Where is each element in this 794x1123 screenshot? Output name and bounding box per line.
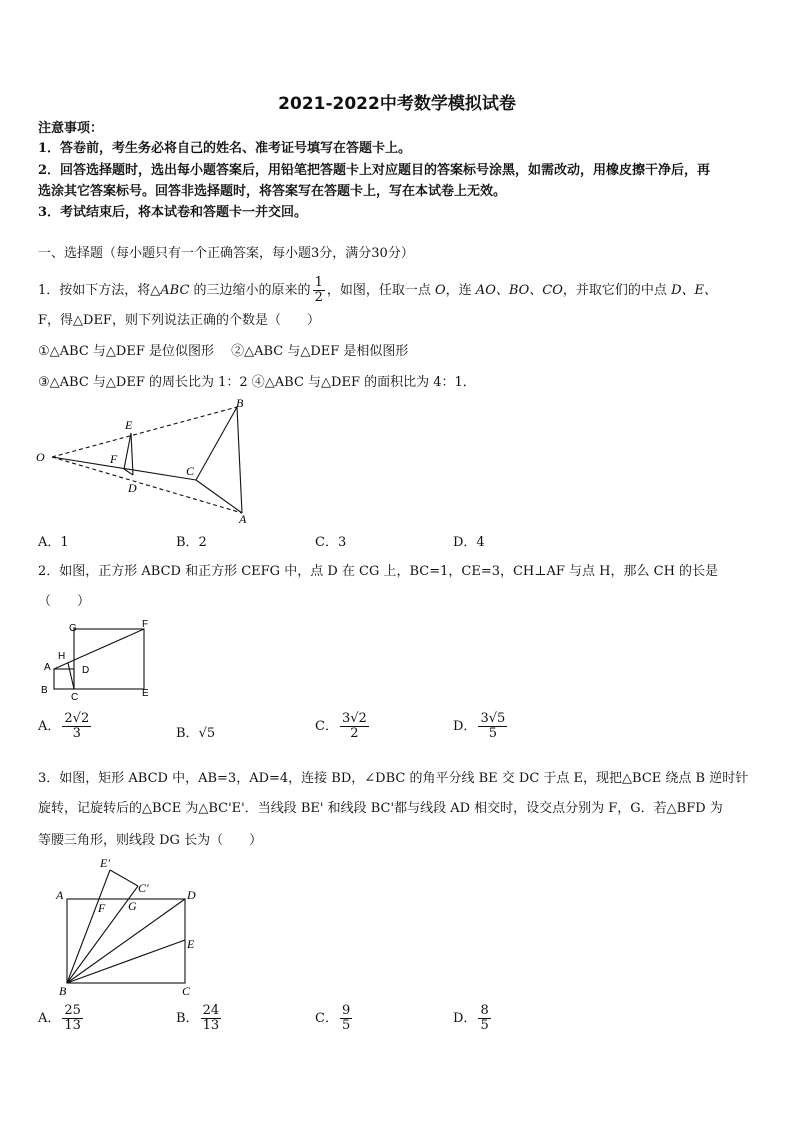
question-2-line2: （ ） — [38, 594, 91, 609]
question-3-line3: 等腰三角形，则线段 DG 长为（ ） — [38, 833, 263, 848]
point-label-c: C — [182, 984, 191, 998]
point-label-c-prime: C' — [138, 881, 149, 895]
question-3-line1: 3．如图，矩形 ABCD 中，AB=3，AD=4，连接 BD，∠DBC 的角平分线 BE 交 DC 于点 E，现把△BCE 绕点 B 逆时针 — [38, 771, 749, 786]
point-label-a: A — [239, 512, 247, 526]
option-a[interactable]: A． $\frac{25}{13}$ — [38, 1003, 81, 1033]
notice-item: 选涂其它答案标号。回答非选择题时，将答案写在答题卡上，写在本试卷上无效。 — [38, 184, 507, 199]
notice-heading: 注意事项： — [38, 121, 104, 136]
point-label-a: A — [56, 888, 64, 902]
question-1-line1: 1．按如下方法，将△ABC 的三边缩小的原来的 $\frac{1}{2}$ ，如图，任取一点 O，连 AO、BO、CO，并取它们的中点 D、E、 — [38, 275, 717, 305]
question-1-figure — [30, 395, 260, 527]
question-3-figure — [40, 852, 220, 1002]
point-label-c: C — [71, 692, 79, 700]
point-label-h: H — [58, 651, 66, 662]
option-d[interactable]: D．4 — [453, 535, 485, 550]
option-b[interactable]: B．√5 — [176, 726, 216, 741]
point-label-f: F — [110, 452, 118, 466]
option-b[interactable]: B．2 — [176, 535, 207, 550]
question-1-line2: F，得△DEF，则下列说法正确的个数是（ ） — [38, 313, 320, 328]
point-label-a: A — [44, 662, 51, 673]
point-label-g: G — [69, 623, 77, 634]
point-label-e: E — [125, 418, 133, 432]
point-label-f: F — [142, 619, 149, 630]
point-label-e: E — [142, 688, 149, 699]
point-label-e-prime: E' — [100, 856, 110, 870]
point-label-b: B — [59, 984, 67, 998]
option-a[interactable]: A． $\frac{2√2}{3}$ — [38, 711, 90, 741]
fraction: $\frac{1}{2}$ — [314, 275, 323, 305]
option-a[interactable]: A．1 — [38, 535, 69, 550]
point-label-g: G — [128, 899, 137, 913]
option-d[interactable]: D． $\frac{3√5}{5}$ — [453, 711, 506, 741]
option-c[interactable]: C． $\frac{9}{5}$ — [315, 1003, 351, 1033]
point-label-o: O — [36, 450, 45, 464]
question-1-statements-b: ③△ABC 与△DEF 的周长比为 1：2 ④△ABC 与△DEF 的面积比为 4：1． — [38, 375, 476, 390]
point-label-d: D — [187, 888, 196, 902]
section-heading: 一、选择题（每小题只有一个正确答案，每小题3分，满分30分） — [38, 246, 414, 261]
option-b[interactable]: B． $\frac{24}{13}$ — [176, 1003, 220, 1033]
option-c[interactable]: C．3 — [315, 535, 347, 550]
point-label-d: D — [82, 665, 90, 676]
notice-item: 2．回答选择题时，选出每小题答案后，用铅笔把答题卡上对应题目的答案标号涂黑，如需改动，用橡皮擦干净后，再 — [38, 163, 711, 178]
point-label-c: C — [186, 464, 195, 478]
notice-item: 1．答卷前，考生务必将自己的姓名、准考证号填写在答题卡上。 — [38, 141, 412, 156]
option-c[interactable]: C． $\frac{3√2}{2}$ — [315, 711, 367, 741]
notice-item: 3．考试结束后，将本试卷和答题卡一并交回。 — [38, 205, 308, 220]
point-label-d: D — [128, 481, 137, 495]
question-2-line1: 2．如图，正方形 ABCD 和正方形 CEFG 中，点 D 在 CG 上，BC=1，CE=3，CH⊥AF 与点 H，那么 CH 的长是 — [38, 564, 719, 579]
option-d[interactable]: D． $\frac{8}{5}$ — [453, 1003, 489, 1033]
page-title: 2021-2022中考数学模拟试卷 — [278, 94, 516, 114]
point-label-e: E — [187, 937, 195, 951]
point-label-b: B — [236, 396, 244, 410]
point-label-f: F — [98, 901, 106, 915]
question-3-line2: 旋转，记旋转后的△BCE 为△BC'E'．当线段 BE' 和线段 BC'都与线段 AD 相交时，设交点分别为 F，G．若△BFD 为 — [38, 801, 723, 816]
question-1-statements-a: ①△ABC 与△DEF 是位似图形 ②△ABC 与△DEF 是相似图形 — [38, 344, 409, 359]
point-label-b: B — [41, 685, 48, 696]
question-2-figure — [34, 616, 164, 700]
